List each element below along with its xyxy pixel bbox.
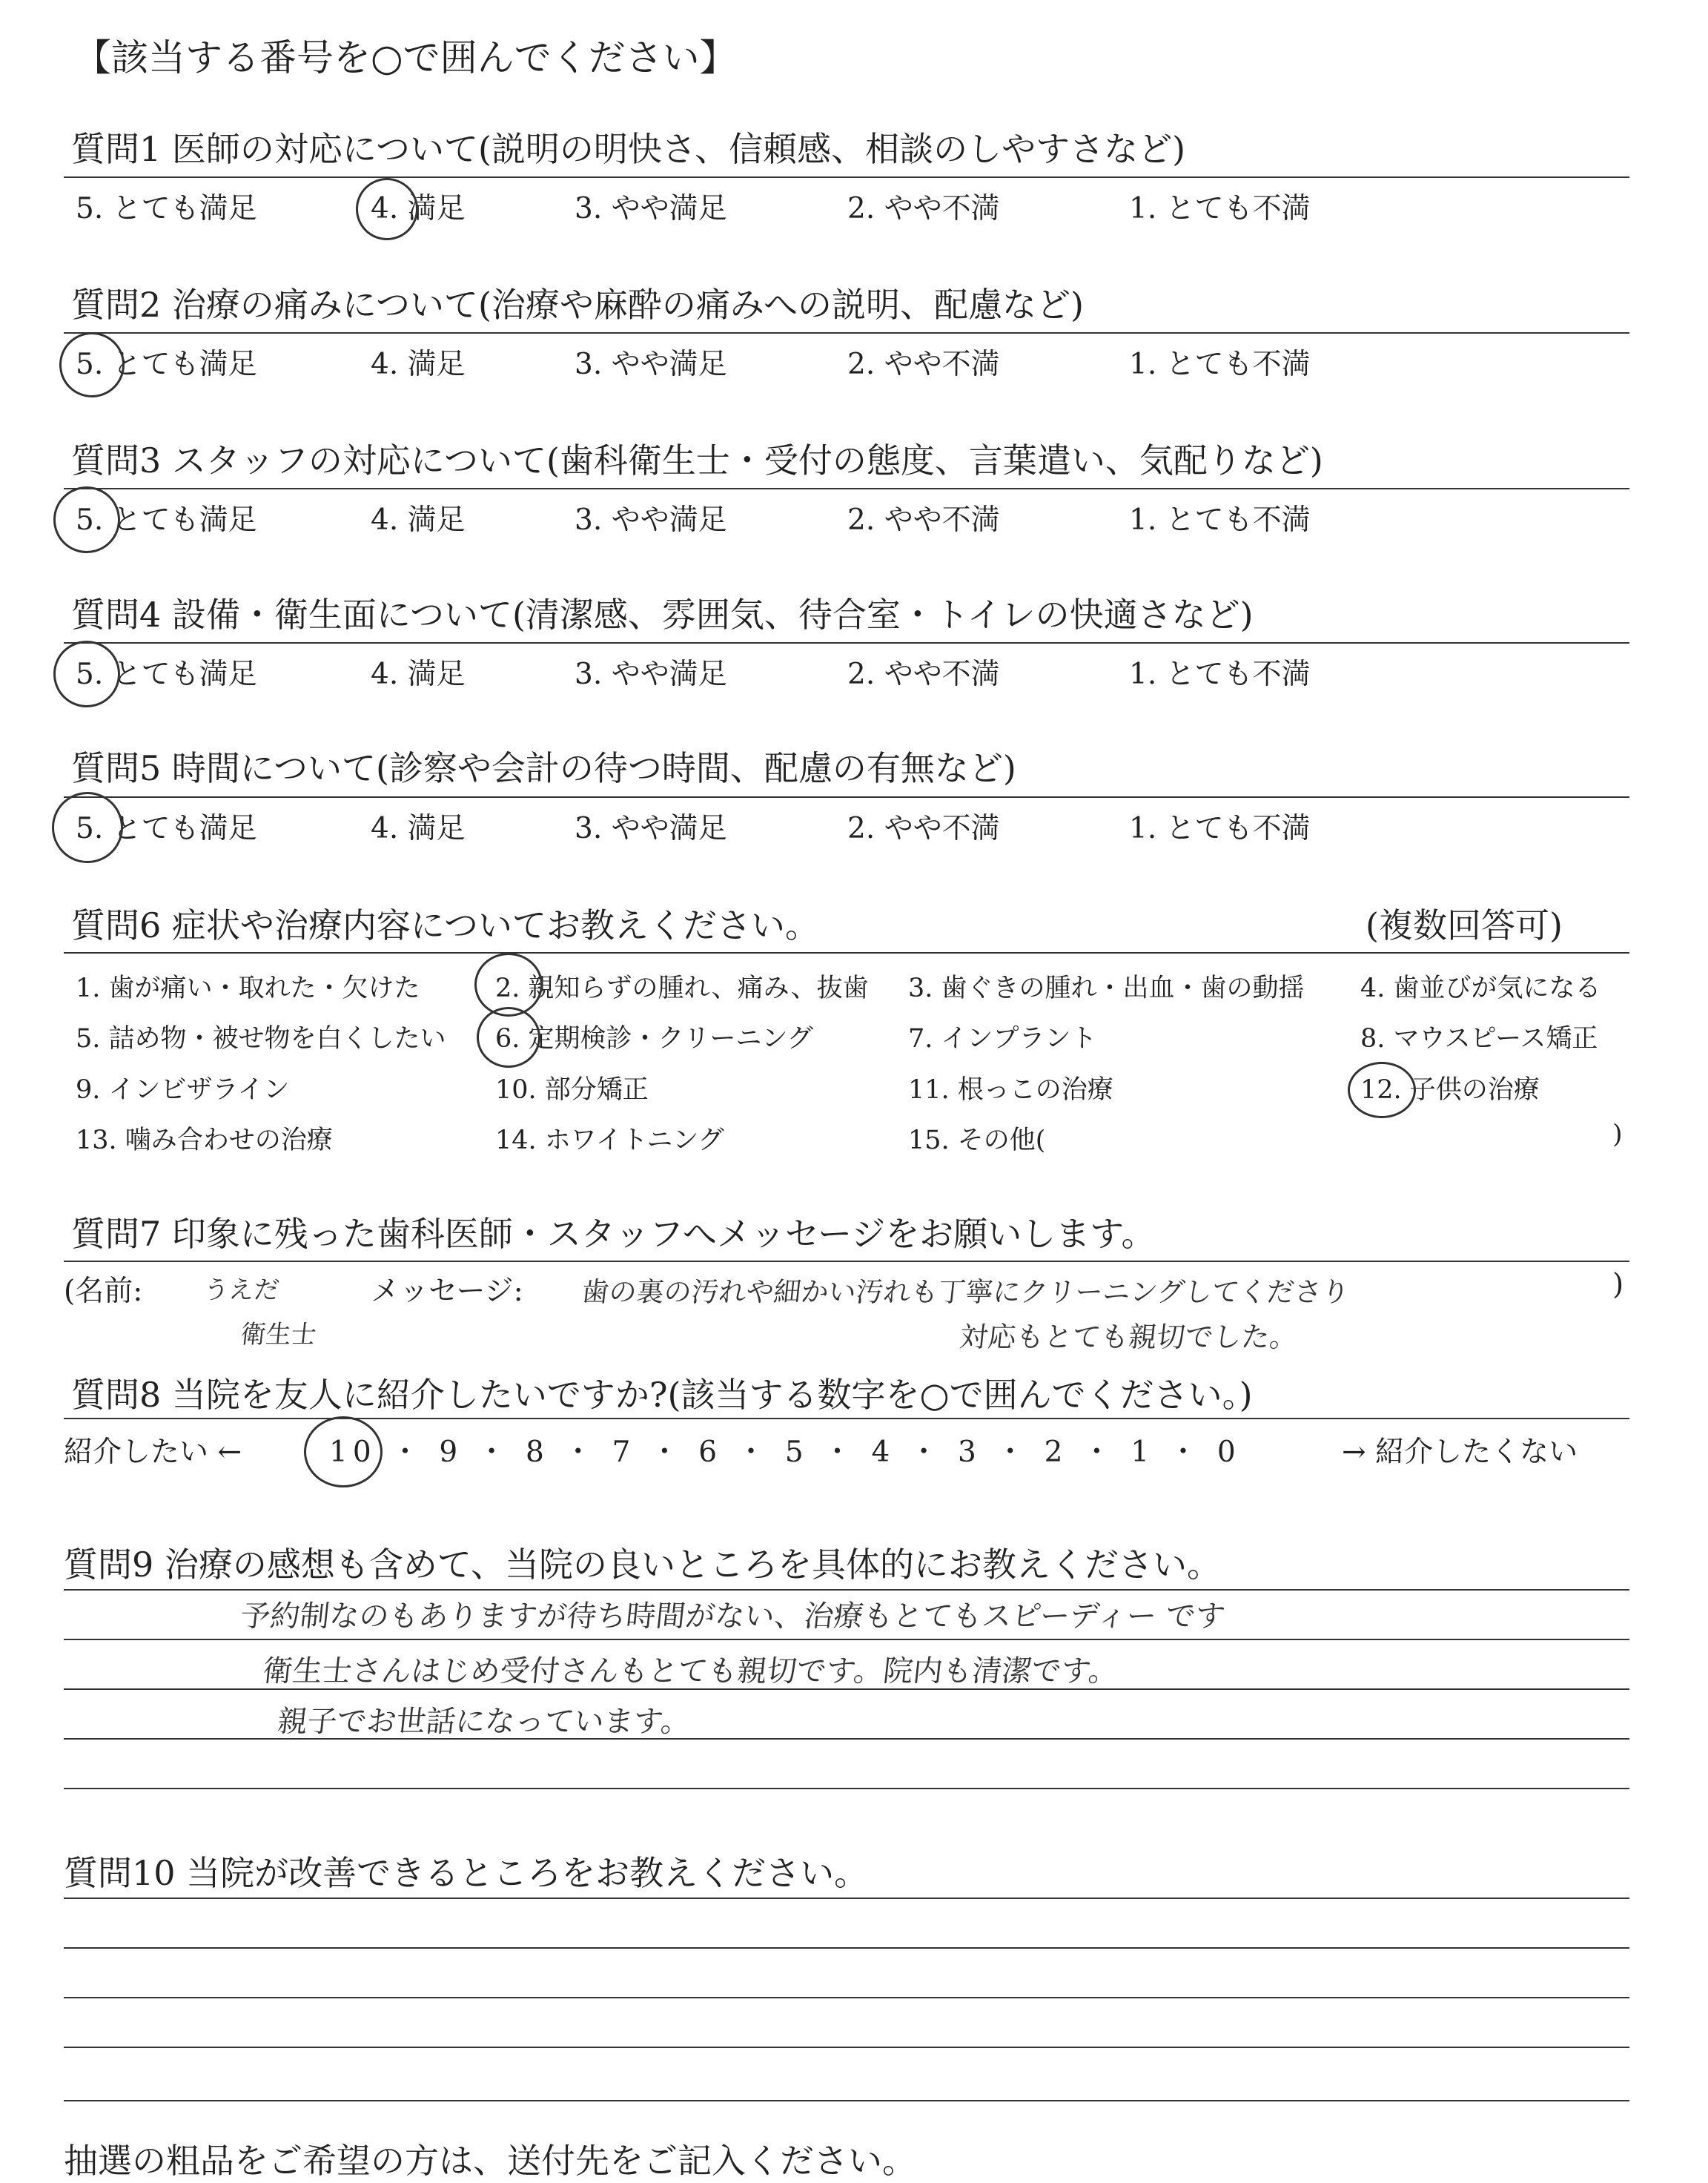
q6-option[interactable]: 3. 歯ぐきの腫れ・出血・歯の動揺 <box>908 974 1305 1003</box>
handwritten-answer-line: 親子でお世話になっています。 <box>276 1705 692 1739</box>
q6-option[interactable]: 12. 子供の治療 <box>1360 1075 1540 1105</box>
option-satisfied[interactable]: 4. 満足 <box>371 503 466 537</box>
option-somewhat-satisfied[interactable]: 3. やや満足 <box>575 348 727 381</box>
handwritten-message-line: 歯の裏の汚れや細かい汚れも丁寧にクリーニングしてくださり <box>580 1276 1351 1308</box>
handwritten-staff-role: 衛生士 <box>239 1320 318 1350</box>
q6-option[interactable]: 9. インビザライン <box>76 1075 290 1105</box>
q6-option[interactable]: 6. 定期検診・クリーニング <box>495 1024 813 1054</box>
q6-option[interactable]: 11. 根っこの治療 <box>908 1075 1113 1105</box>
answer-line <box>64 1997 1629 1998</box>
divider <box>64 642 1629 644</box>
q6-option[interactable]: 5. 詰め物・被せ物を白くしたい <box>76 1024 446 1054</box>
divider <box>64 176 1629 178</box>
name-label: (名前: <box>64 1275 143 1308</box>
multiple-answers-note: (複数回答可) <box>1366 905 1563 945</box>
message-close-paren: ) <box>1612 1268 1624 1301</box>
answer-line <box>64 1639 1629 1640</box>
handwritten-message-line: 対応もとても親切でした。 <box>958 1321 1300 1353</box>
question-10-title: 質問10 当院が改善できるところをお教えください。 <box>64 1853 869 1893</box>
question-3-title: 質問3 スタッフの対応について(歯科衛生士・受付の態度、言葉遣い、気配りなど) <box>71 440 1323 480</box>
option-satisfied[interactable]: 4. 満足 <box>371 192 466 225</box>
question-9-title: 質問9 治療の感想も含めて、当院の良いところを具体的にお教えください。 <box>64 1545 1221 1585</box>
q6-option[interactable]: 4. 歯並びが気になる <box>1360 974 1601 1003</box>
selection-circle <box>52 792 123 863</box>
q6-option[interactable]: 2. 親知らずの腫れ、痛み、抜歯 <box>495 974 869 1003</box>
q6-option[interactable]: 15. その他( <box>908 1126 1046 1155</box>
answer-line <box>64 1898 1629 1899</box>
option-somewhat-dissatisfied[interactable]: 2. やや不満 <box>847 658 1000 691</box>
divider <box>64 1261 1629 1262</box>
handwritten-staff-name: うえだ <box>202 1275 281 1305</box>
handwritten-answer-line: 衛生士さんはじめ受付さんもとても親切です。院内も清潔です。 <box>261 1654 1120 1688</box>
selection-circle <box>53 486 120 553</box>
answer-line <box>64 1589 1629 1591</box>
option-very-satisfied[interactable]: 5. とても満足 <box>76 503 257 537</box>
q6-option[interactable]: 7. インプラント <box>908 1024 1097 1054</box>
divider <box>64 332 1629 334</box>
q6-option[interactable]: 14. ホワイトニング <box>495 1126 724 1155</box>
question-4-title: 質問4 設備・衛生面について(清潔感、雰囲気、待合室・トイレの快適さなど) <box>71 595 1254 635</box>
question-7-title: 質問7 印象に残った歯科医師・スタッフへメッセージをお願いします。 <box>71 1214 1156 1254</box>
option-very-dissatisfied[interactable]: 1. とても不満 <box>1129 348 1311 381</box>
answer-line <box>64 2100 1629 2101</box>
selection-circle <box>477 1007 540 1068</box>
question-1-title: 質問1 医師の対応について(説明の明快さ、信頼感、相談のしやすさなど) <box>71 129 1186 169</box>
option-somewhat-satisfied[interactable]: 3. やや満足 <box>575 812 727 845</box>
q6-other-close-paren: ) <box>1612 1120 1623 1149</box>
selection-circle <box>53 641 120 707</box>
selection-circle <box>304 1416 383 1487</box>
q6-option[interactable]: 8. マウスピース矯正 <box>1360 1024 1598 1054</box>
divider <box>64 488 1629 489</box>
question-2-title: 質問2 治療の痛みについて(治療や麻酔の痛みへの説明、配慮など) <box>71 285 1084 325</box>
option-very-satisfied[interactable]: 5. とても満足 <box>76 812 257 845</box>
answer-line <box>64 2047 1629 2048</box>
handwritten-answer-line: 予約制なのもありますが待ち時間がない、治療もとてもスピーディー です <box>239 1599 1227 1634</box>
answer-line <box>64 1947 1629 1949</box>
footer-note: 抽選の粗品をご希望の方は、送付先をご記入ください。 <box>64 2141 916 2181</box>
option-somewhat-satisfied[interactable]: 3. やや満足 <box>575 192 727 225</box>
recommend-label: 紹介したい ← <box>64 1436 242 1469</box>
message-label: メッセージ: <box>371 1275 523 1308</box>
option-very-dissatisfied[interactable]: 1. とても不満 <box>1129 192 1311 225</box>
question-8-title: 質問8 当院を友人に紹介したいですか?(該当する数字を○で囲んでください。) <box>71 1375 1253 1415</box>
option-very-dissatisfied[interactable]: 1. とても不満 <box>1129 503 1311 537</box>
option-very-satisfied[interactable]: 5. とても満足 <box>76 192 257 225</box>
q6-option[interactable]: 1. 歯が痛い・取れた・欠けた <box>76 974 420 1003</box>
option-satisfied[interactable]: 4. 満足 <box>371 658 466 691</box>
q6-option[interactable]: 10. 部分矯正 <box>495 1075 649 1105</box>
selection-circle <box>59 332 125 397</box>
form-title: 【該当する番号を○で囲んでください】 <box>74 36 737 79</box>
recommendation-scale[interactable]: 10 ・ 9 ・ 8 ・ 7 ・ 6 ・ 5 ・ 4 ・ 3 ・ 2 ・ 1 ・ 0 <box>329 1436 1241 1469</box>
option-somewhat-dissatisfied[interactable]: 2. やや不満 <box>847 503 1000 537</box>
option-somewhat-dissatisfied[interactable]: 2. やや不満 <box>847 812 1000 845</box>
option-very-satisfied[interactable]: 5. とても満足 <box>76 348 257 381</box>
not-recommend-label: → 紹介したくない <box>1342 1436 1578 1469</box>
option-somewhat-dissatisfied[interactable]: 2. やや不満 <box>847 348 1000 381</box>
option-very-dissatisfied[interactable]: 1. とても不満 <box>1129 658 1311 691</box>
answer-line <box>64 1788 1629 1789</box>
option-satisfied[interactable]: 4. 満足 <box>371 348 466 381</box>
option-very-satisfied[interactable]: 5. とても満足 <box>76 658 257 691</box>
selection-circle <box>1348 1062 1416 1118</box>
option-satisfied[interactable]: 4. 満足 <box>371 812 466 845</box>
selection-circle <box>356 178 418 240</box>
question-6-title: 質問6 症状や治療内容についてお教えください。 <box>71 905 819 945</box>
divider <box>64 796 1629 798</box>
option-very-dissatisfied[interactable]: 1. とても不満 <box>1129 812 1311 845</box>
option-somewhat-dissatisfied[interactable]: 2. やや不満 <box>847 192 1000 225</box>
question-5-title: 質問5 時間について(診察や会計の待つ時間、配慮の有無など) <box>71 748 1016 788</box>
divider <box>64 952 1629 954</box>
divider <box>64 1418 1629 1419</box>
q6-option[interactable]: 13. 噛み合わせの治療 <box>76 1126 333 1155</box>
option-somewhat-satisfied[interactable]: 3. やや満足 <box>575 503 727 537</box>
option-somewhat-satisfied[interactable]: 3. やや満足 <box>575 658 727 691</box>
